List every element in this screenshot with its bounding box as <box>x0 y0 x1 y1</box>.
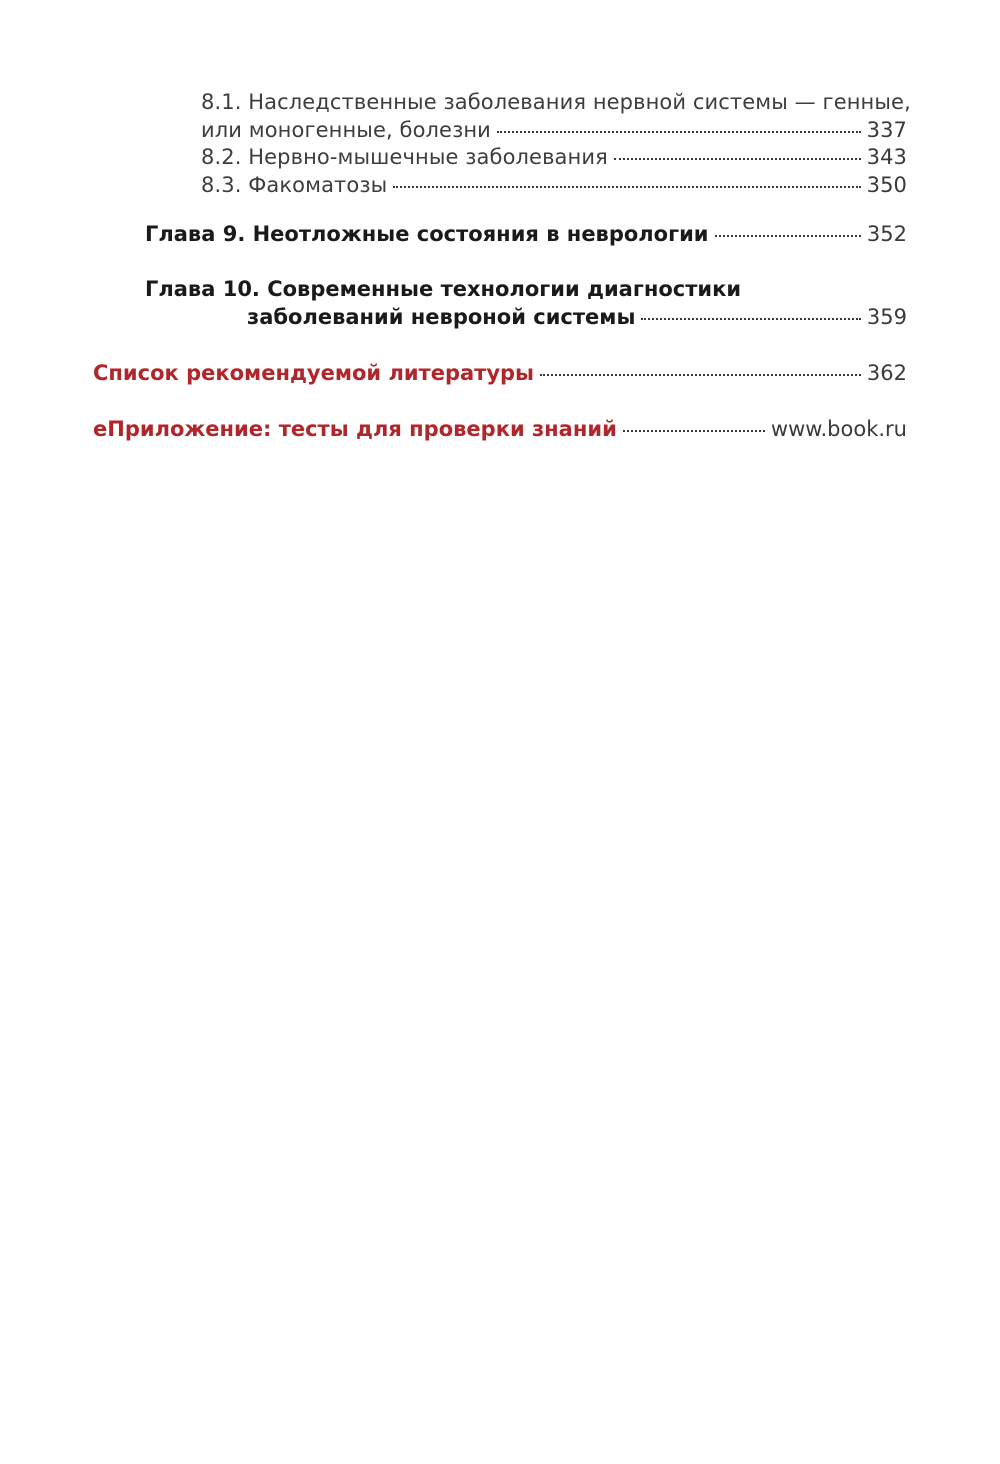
toc-entry-8-1-line1: 8.1. Наследственные заболевания нервной системы — генные, <box>201 90 911 114</box>
toc-entry-label: еПриложение: тесты для проверки знаний <box>93 417 617 441</box>
toc-entry-8-2[interactable] <box>201 143 907 171</box>
toc-entry-label: Список рекомендуемой литературы <box>93 361 535 385</box>
dot-leader <box>623 430 765 432</box>
dot-leader <box>715 235 861 237</box>
toc-entry-8-3[interactable] <box>201 171 907 199</box>
dot-leader <box>614 158 861 160</box>
page-number: 352 <box>866 222 907 246</box>
toc-entry-chapter-10-line2: заболеваний невроной системы <box>247 305 636 329</box>
toc-entry-8-1[interactable] <box>201 116 907 144</box>
toc-entry-label: 8.2. Нервно-мышечные заболевания <box>201 145 608 169</box>
page-number: 350 <box>866 173 907 197</box>
dot-leader <box>540 374 861 376</box>
toc-entry-chapter-10[interactable] <box>247 303 907 331</box>
appendix-link[interactable]: www.book.ru <box>770 417 907 441</box>
toc-entry-literature[interactable] <box>93 359 907 387</box>
toc-entry-8-1-line2: или моногенные, болезни <box>201 118 491 142</box>
dot-leader <box>641 318 860 320</box>
page-number: 362 <box>866 361 907 385</box>
toc-entry-chapter-10-line1: Глава 10. Современные технологии диагностики <box>145 277 742 301</box>
dot-leader <box>497 131 861 133</box>
dot-leader <box>393 186 860 188</box>
toc-entry-label: Глава 9. Неотложные состояния в неврологии <box>145 222 709 246</box>
page-number: 337 <box>866 118 907 142</box>
toc-entry-appendix[interactable] <box>93 415 907 443</box>
page-number: 343 <box>866 145 907 169</box>
toc-entry-chapter-9[interactable] <box>145 220 907 248</box>
page-number: 359 <box>866 305 907 329</box>
toc-entry-label: 8.3. Факоматозы <box>201 173 388 197</box>
